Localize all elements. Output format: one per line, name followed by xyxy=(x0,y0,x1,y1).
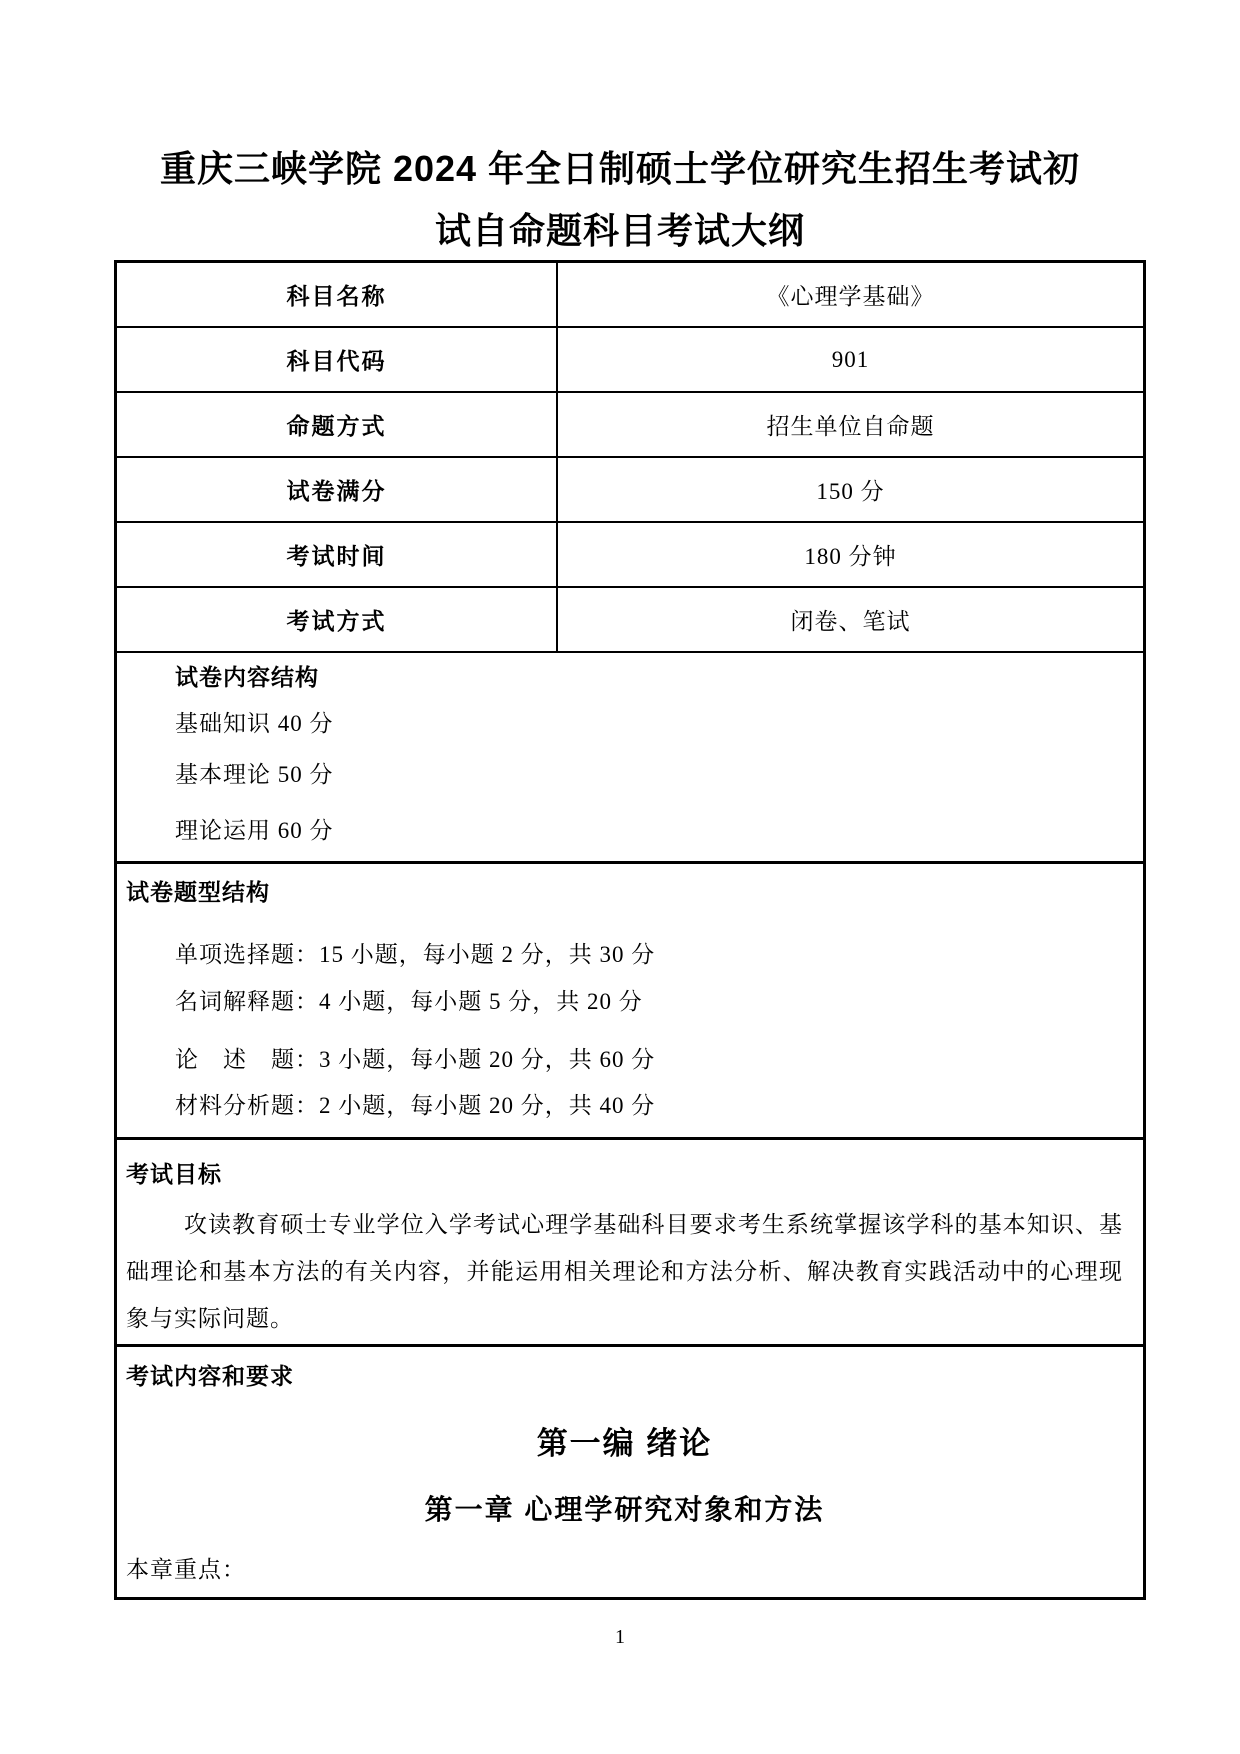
section-exam-objective xyxy=(117,1140,1143,1347)
proposition-method-value: 招生单位自命题 xyxy=(766,414,935,439)
exam-duration-label: 考试时间 xyxy=(117,523,558,586)
exam-duration-value: 180 分钟 xyxy=(804,544,897,569)
full-score-label: 试卷满分 xyxy=(117,458,558,521)
full-score-value: 150 分 xyxy=(816,479,885,504)
table-row-exam-format xyxy=(117,588,1143,653)
exam-format-value: 闭卷、笔试 xyxy=(790,609,911,634)
subject-code-value: 901 xyxy=(831,346,870,372)
table-row-full-score xyxy=(117,458,1143,523)
subject-name-value: 《心理学基础》 xyxy=(766,284,935,309)
document-title-line-2: 试自命题科目考试大纲 xyxy=(434,210,805,251)
content-structure-item: 理论运用 60 分 xyxy=(175,818,334,843)
chapter-focus-label: 本章重点： xyxy=(126,1557,246,1582)
section-question-structure xyxy=(117,864,1143,1140)
exam-objective-paragraph: 攻读教育硕士专业学位入学考试心理学基础科目要求考生系统掌握该学科的基本知识、基础理论和基本方法的有关内容，并能运用相关理论和方法分析、解决教育实践活动中的心理现象与实际问题。 xyxy=(126,1212,1123,1331)
content-structure-heading: 试卷内容结构 xyxy=(175,664,319,690)
subject-name-label: 科目名称 xyxy=(117,263,558,326)
chapter-title: 第一章 心理学研究对象和方法 xyxy=(424,1494,825,1525)
question-structure-item: 名词解释题：4 小题，每小题 5 分，共 20 分 xyxy=(175,989,643,1014)
table-row-subject-code xyxy=(117,328,1143,393)
section-content-structure xyxy=(117,653,1143,864)
question-structure-heading: 试卷题型结构 xyxy=(126,879,270,905)
subject-code-label: 科目代码 xyxy=(117,328,558,391)
exam-requirements-heading: 考试内容和要求 xyxy=(126,1363,294,1389)
question-structure-item: 单项选择题：15 小题，每小题 2 分，共 30 分 xyxy=(175,942,656,967)
table-row-exam-duration xyxy=(117,523,1143,588)
document-title xyxy=(0,138,1240,262)
content-structure-item: 基本理论 50 分 xyxy=(175,762,334,787)
table-row-subject-name xyxy=(117,263,1143,328)
exam-format-label: 考试方式 xyxy=(117,588,558,651)
exam-outline-table xyxy=(114,260,1146,1600)
document-title-line-1: 重庆三峡学院 2024 年全日制硕士学位研究生招生考试初 xyxy=(159,148,1081,189)
table-row-proposition-method xyxy=(117,393,1143,458)
part-title: 第一编 绪论 xyxy=(536,1426,713,1461)
proposition-method-label: 命题方式 xyxy=(117,393,558,456)
section-exam-requirements xyxy=(117,1347,1143,1597)
question-structure-items xyxy=(126,940,1123,1121)
question-structure-item: 材料分析题：2 小题，每小题 20 分，共 40 分 xyxy=(175,1093,656,1118)
question-structure-item: 论 述 题：3 小题，每小题 20 分，共 60 分 xyxy=(175,1047,656,1072)
exam-objective-heading: 考试目标 xyxy=(126,1161,222,1187)
content-structure-item: 基础知识 40 分 xyxy=(175,711,334,736)
page-number: 1 xyxy=(615,1626,625,1648)
